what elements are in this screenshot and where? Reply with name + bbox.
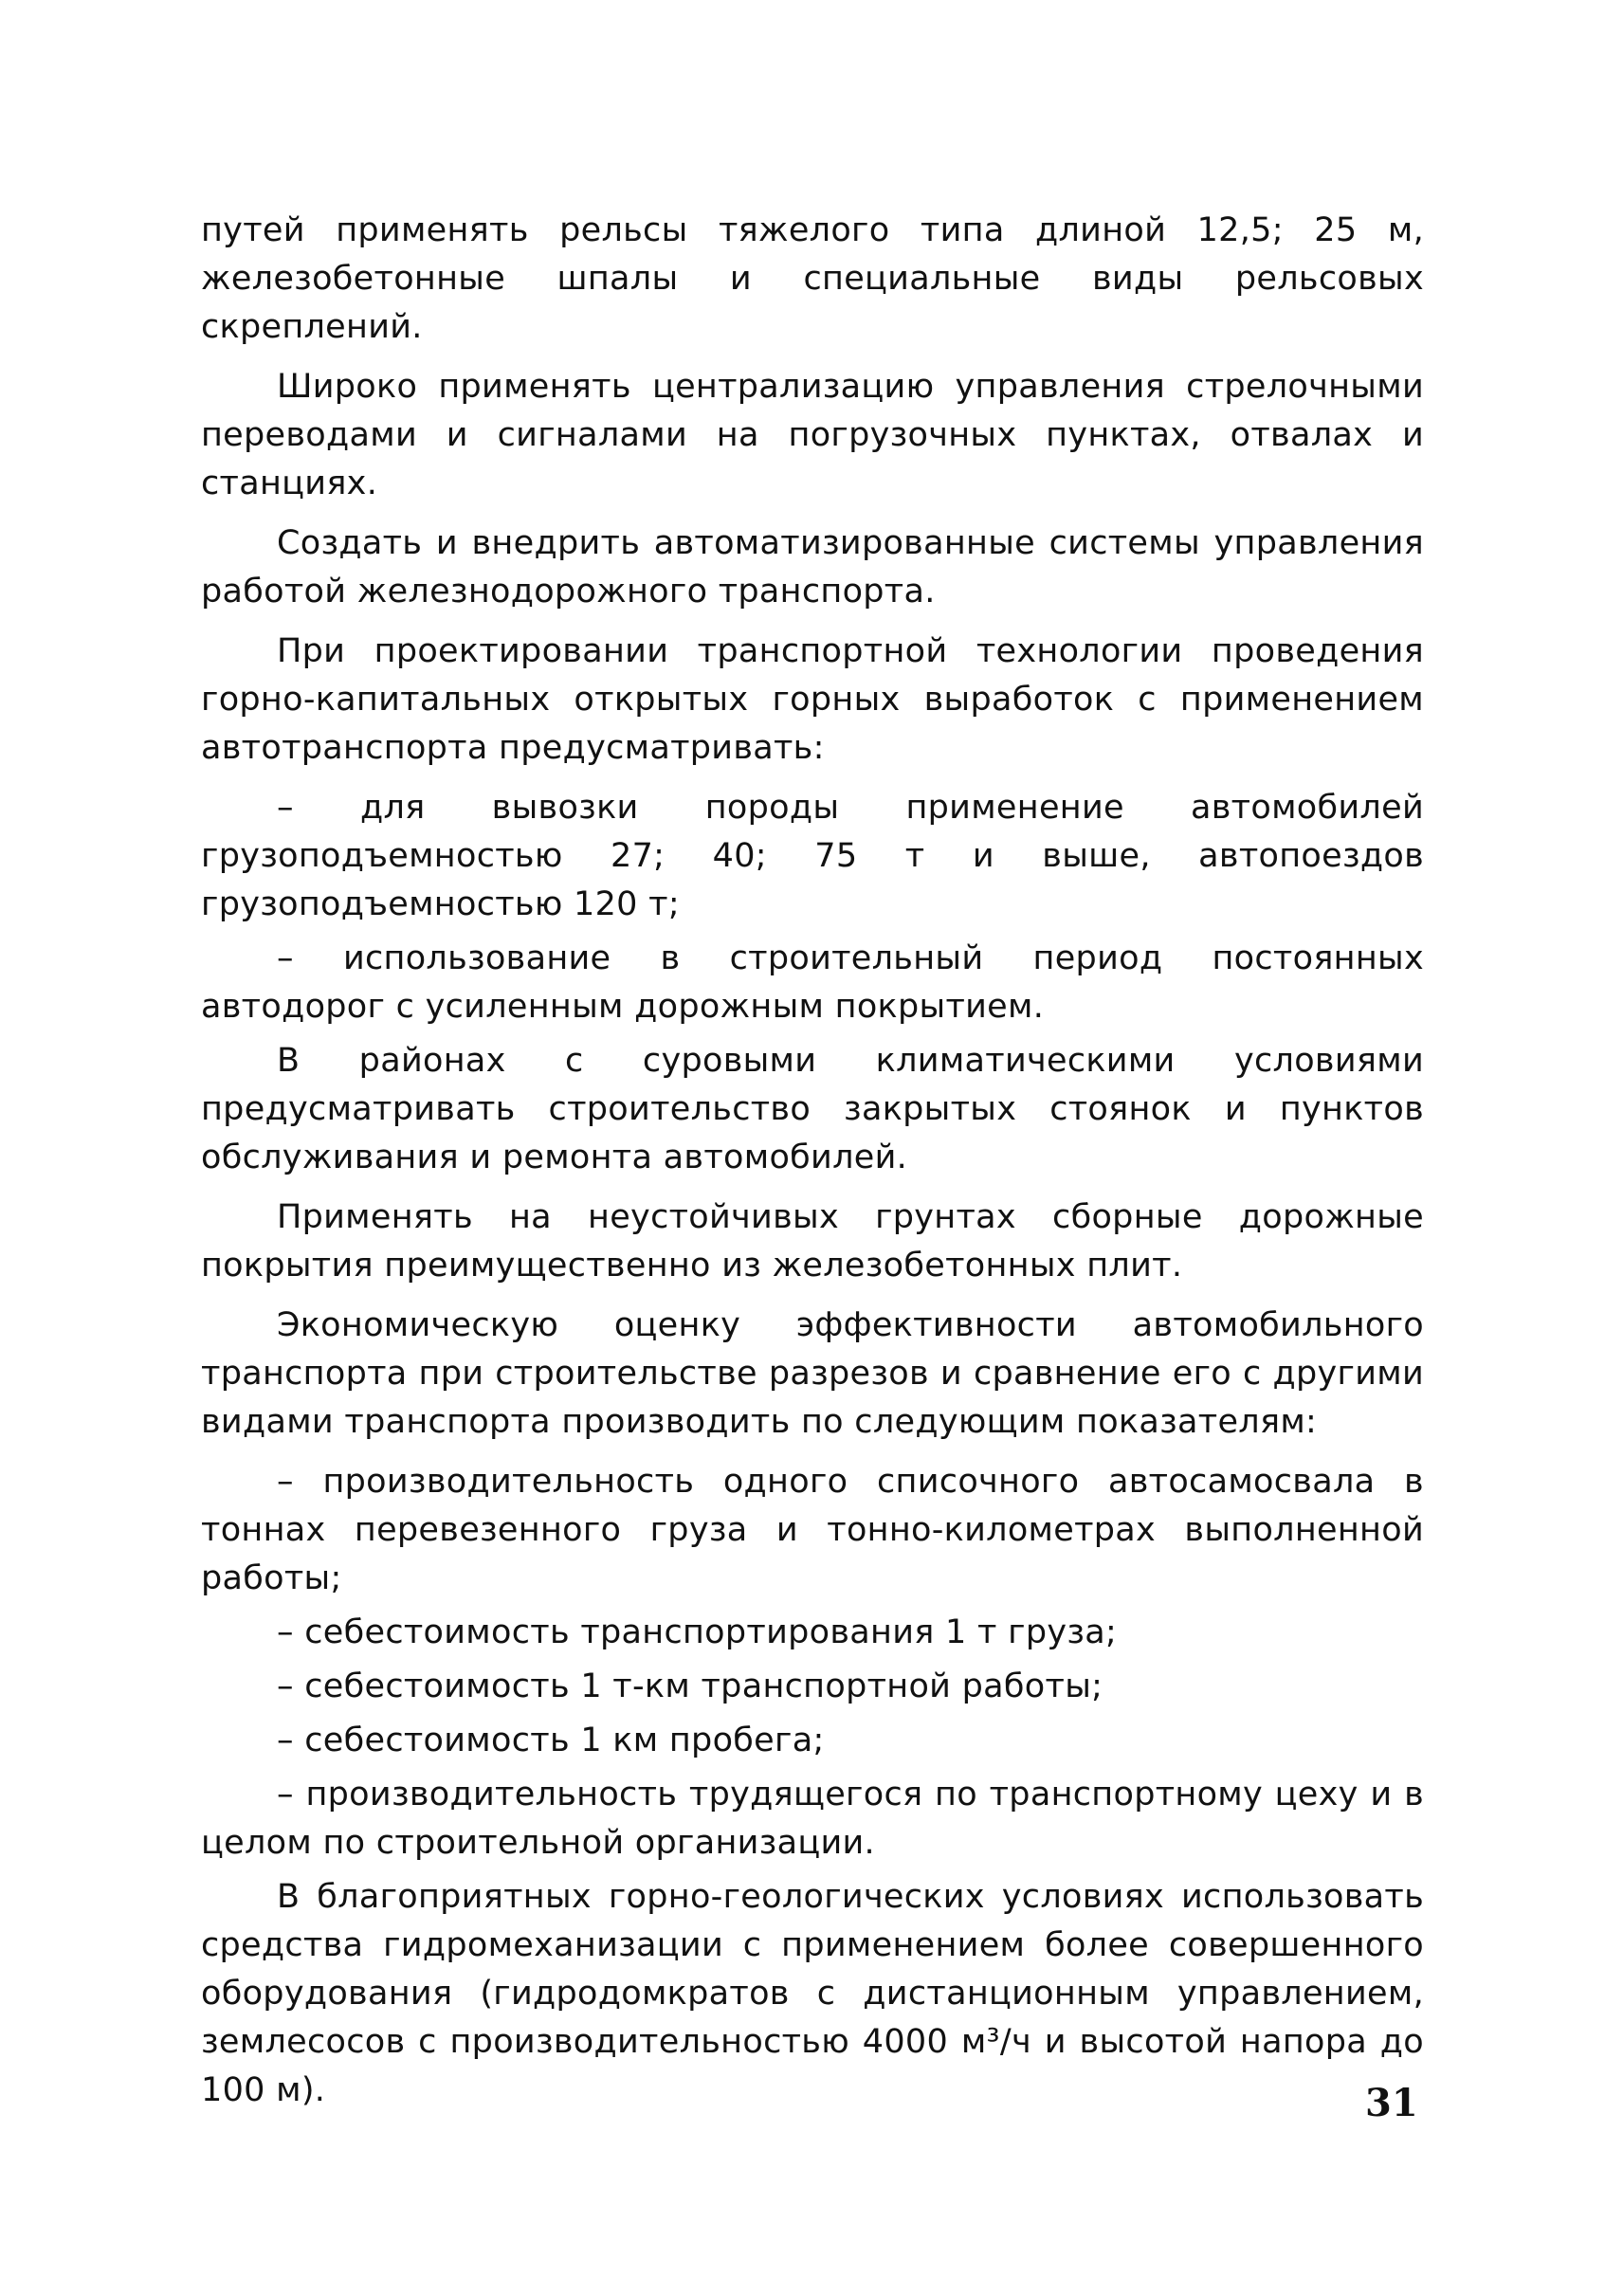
paragraph-1: путей применять рельсы тяжелого типа длиной 12,5; 25 м, железобетонные шпалы и специальные виды рельсовых скреплений. bbox=[201, 211, 1424, 346]
page-number: 31 bbox=[1365, 2081, 1418, 2125]
paragraph-5: В районах с суровыми климатическими условиями предусматривать строительство закрытых стоянок и пунктов обслуживания и ремонта автомобилей. bbox=[201, 1042, 1424, 1176]
paragraph-7: Экономическую оценку эффективности автомобильного транспорта при строительстве разрезов и сравнение его с другими видами транспорта производить по следующим показателям: bbox=[201, 1306, 1424, 1441]
list-item-1: – для вывозки породы применение автомобилей грузоподъемностью 27; 40; 75 т и выше, автопоездов грузоподъемностью 120 т; bbox=[201, 789, 1424, 923]
paragraph-2: Широко применять централизацию управления стрелочными переводами и сигналами на погрузочных пунктах, отвалах и станциях. bbox=[201, 368, 1424, 502]
document-body bbox=[201, 207, 1424, 2126]
list-item-4: – себестоимость транспортирования 1 т груза; bbox=[277, 1613, 1118, 1651]
paragraph-3: Создать и внедрить автоматизированные системы управления работой железнодорожного транспорта. bbox=[201, 524, 1424, 610]
list-item-7: – производительность трудящегося по транспортному цеху и в целом по строительной организации. bbox=[201, 1776, 1424, 1862]
paragraph-6: Применять на неустойчивых грунтах сборные дорожные покрытия преимущественно из железобетонных плит. bbox=[201, 1198, 1424, 1285]
list-item-6: – себестоимость 1 км пробега; bbox=[277, 1722, 825, 1759]
paragraph-8: В благоприятных горно-геологических условиях использовать средства гидромеханизации с применением более совершенного оборудования (гидродомкратов с дистанционным управлением, землесосов с производительностью 4000 м³/ч и высотой напора до 100 м). bbox=[201, 1878, 1424, 2109]
list-item-5: – себестоимость 1 т-км транспортной работы; bbox=[277, 1667, 1103, 1705]
list-item-2: – использование в строительный период постоянных автодорог с усиленным дорожным покрытием. bbox=[201, 939, 1424, 1026]
list-item-3: – производительность одного списочного автосамосвала в тоннах перевезенного груза и тонно-километрах выполненной работы; bbox=[201, 1463, 1424, 1597]
paragraph-4: При проектировании транспортной технологии проведения горно-капитальных открытых горных выработок с применением автотранспорта предусматривать: bbox=[201, 632, 1424, 767]
